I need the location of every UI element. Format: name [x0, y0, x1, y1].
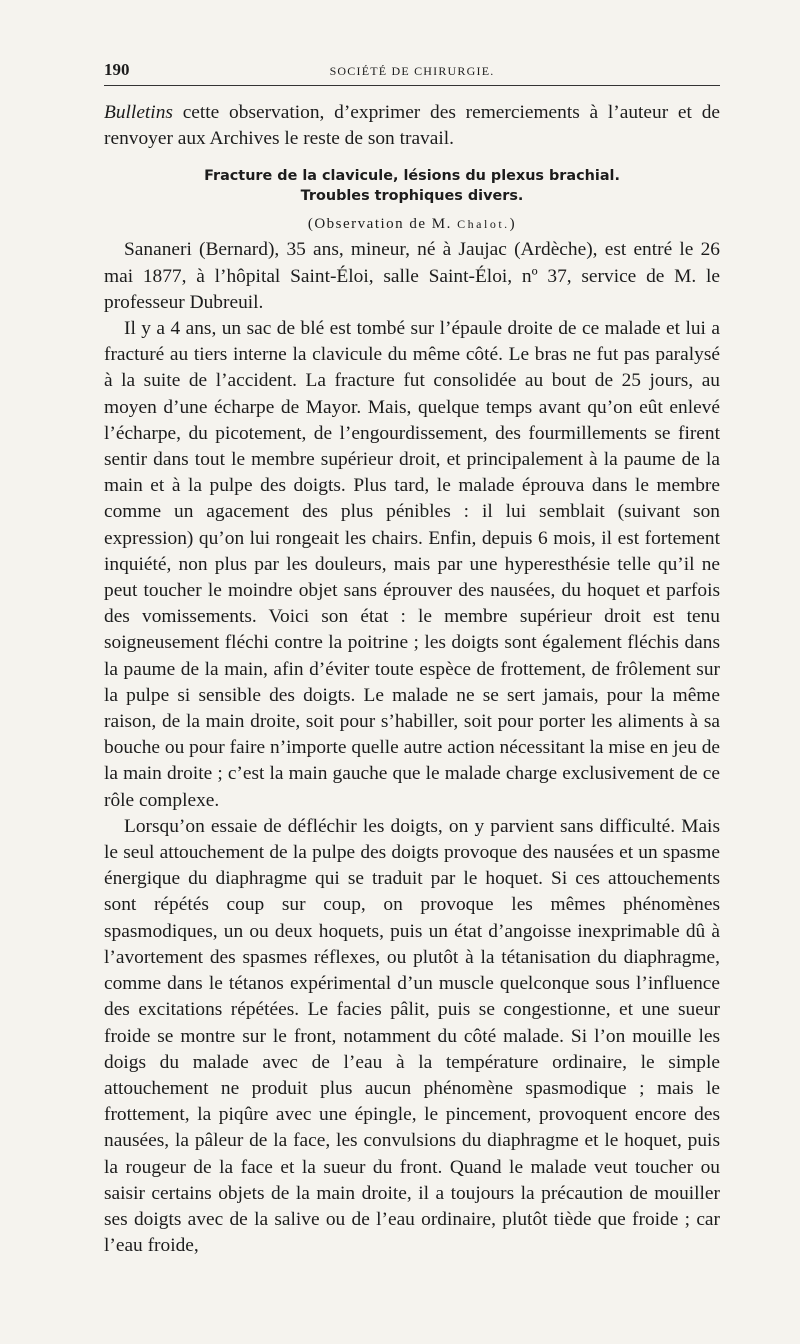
intro-paragraph [104, 100, 720, 152]
observation-suffix: ) [509, 216, 517, 233]
article-title-line-1: Fracture de la clavicule, lésions du plexus brachial. [204, 168, 620, 185]
intro-text: cette observation, d’exprimer des remerciements à l’auteur et de renvoyer aux Archives le reste de son travail. [104, 102, 720, 150]
running-title: SOCIÉTÉ DE CHIRURGIE. [329, 64, 495, 78]
body-paragraph-1: Sananeri (Bernard), 35 ans, mineur, né à Jaujac (Ardèche), est entré le 26 mai 1877, à l’hôpital Saint-Éloi, salle Saint-Éloi, nº 37, service de M. le professeur Dubreuil. [104, 239, 720, 313]
body-paragraph-2: Il y a 4 ans, un sac de blé est tombé sur l’épaule droite de ce malade et lui a fracturé au tiers interne la clavicule du même côté. Le bras ne fut pas paralysé à la suite de l’accident. La fracture fut consolidée au bout de 25 jours, au moyen d’une écharpe de Mayor. Mais, quelque temps avant qu’on eût enlevé l’écharpe, du picotement, de l’engourdissement, des fourmillements se firent sentir dans tout le membre supérieur droit, et principalement à la paume de la main et à la pulpe des doigts. Plus tard, le malade éprouva dans le membre comme un agacement des plus pénibles : il lui semblait (suivant son expression) qu’on lui rongeait les chairs. Enfin, depuis 6 mois, il est fortement inquiété, non plus par les douleurs, mais par une hyperesthésie telle qu’il ne peut toucher le moindre objet sans éprouver des nausées, du hoquet et parfois des vomissements. Voici son état : le membre supérieur droit est tenu soigneusement fléchi contre la poitrine ; les doigts sont également fléchis dans la paume de la main, afin d’éviter toute espèce de frottement, de frôlement sur la pulpe si sensible des doigts. Le malade ne se sert jamais, pour la même raison, de la main droite, soit pour s’habiller, soit pour porter les aliments à sa bouche ou pour faire n’importe quelle autre action nécessitant la mise en jeu de la main droite ; c’est la main gauche que le malade charge exclusivement de ce rôle complexe. [104, 318, 720, 811]
observation-author: Chalot. [457, 217, 510, 232]
observation-prefix: (Observation de M. [307, 216, 452, 233]
observation-credit [104, 216, 720, 233]
page-header [104, 60, 720, 86]
article-heading [104, 166, 720, 233]
page-number: 190 [104, 60, 130, 79]
intro-italic-word: Bulletins [104, 102, 173, 123]
article-title-line-2: Troubles trophiques divers. [300, 188, 524, 205]
book-page [104, 60, 720, 1259]
body-paragraph-3: Lorsqu’on essaie de défléchir les doigts, on y parvient sans difficulté. Mais le seul attouchement de la pulpe des doigts provoque des nausées et un spasme énergique du diaphragme qui se traduit par le hoquet. Si ces attouchements sont répétés coup sur coup, on provoque les mêmes phénomènes spasmodiques, un ou deux hoquets, puis un état d’angoisse inexprimable dû à l’avortement des spasmes réflexes, ou plutôt à la tétanisation du diaphragme, comme dans le tétanos expérimental d’un muscle quelconque sous l’influence des excitations répétées. Le facies pâlit, puis se congestionne, et une sueur froide se montre sur le front, notamment du côté malade. Si l’on mouille les doigs du malade avec de l’eau à la température ordinaire, le simple attouchement ne produit plus aucun phénomène spasmodique ; mais le frottement, la piqûre avec une épingle, le pincement, provoquent encore des nausées, la pâleur de la face, les convulsions du diaphragme et le hoquet, puis la rougeur de la face et la sueur du front. Quand le malade veut toucher ou saisir certains objets de la main droite, il a toujours la précaution de mouiller ses doigts avec de la salive ou de l’eau ordinaire, plutôt tiède que froide ; car l’eau froide, [104, 815, 720, 1257]
